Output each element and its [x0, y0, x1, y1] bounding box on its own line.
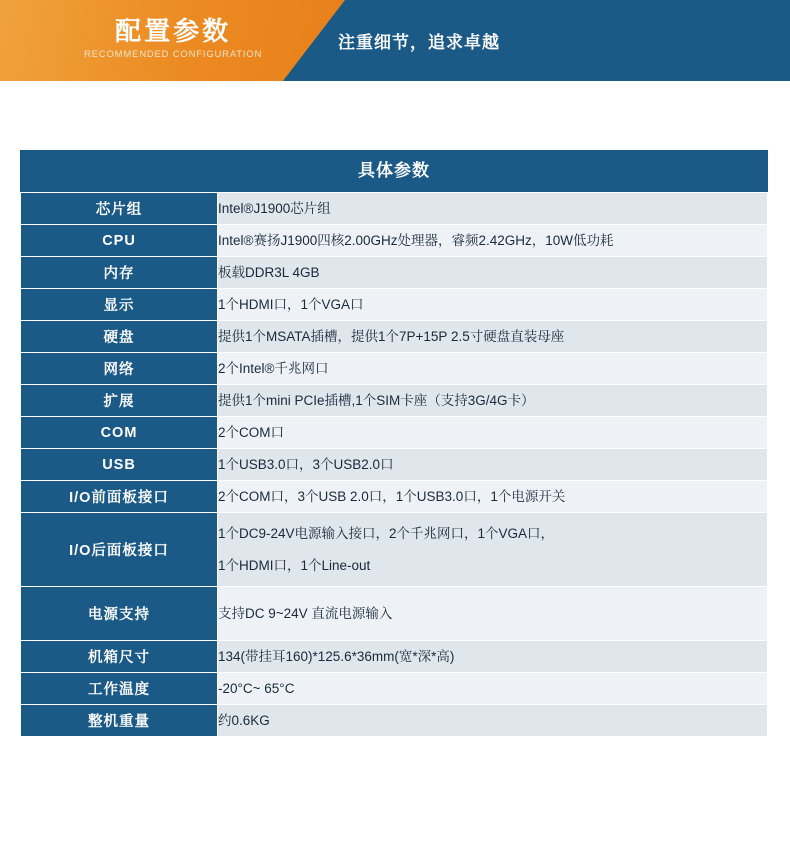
row-value-line: 2个Intel®千兆网口 [218, 360, 329, 376]
row-label: USB [21, 449, 218, 481]
row-value [218, 417, 768, 449]
row-value [218, 385, 768, 417]
row-value-line: 提供1个mini PCIe插槽,1个SIM卡座（支持3G/4G卡） [218, 392, 535, 408]
row-label: 整机重量 [21, 705, 218, 737]
row-label: 机箱尺寸 [21, 641, 218, 673]
row-value-line: 约0.6KG [218, 712, 270, 728]
table-row [21, 673, 768, 705]
row-value-line: -20°C~ 65°C [218, 680, 295, 696]
table-row [21, 385, 768, 417]
table-row [21, 321, 768, 353]
row-value [218, 641, 768, 673]
table-row [21, 513, 768, 587]
row-value [218, 321, 768, 353]
row-label: CPU [21, 225, 218, 257]
table-row [21, 587, 768, 641]
table-row [21, 193, 768, 225]
banner-title: 配置参数 [115, 16, 232, 46]
row-label: 工作温度 [21, 673, 218, 705]
row-value-line: 1个USB3.0口，3个USB2.0口 [218, 456, 394, 472]
table-row [21, 641, 768, 673]
banner-slogan: 注重细节，追求卓越 [338, 33, 500, 52]
row-value-line: 支持DC 9~24V 直流电源输入 [218, 605, 393, 621]
row-value [218, 225, 768, 257]
row-label: 扩展 [21, 385, 218, 417]
row-value-line: 2个COM口，3个USB 2.0口，1个USB3.0口，1个电源开关 [218, 488, 566, 504]
table-row [21, 225, 768, 257]
row-value [218, 587, 768, 641]
spec-table-body [21, 193, 768, 737]
row-value-line: 板载DDR3L 4GB [218, 264, 320, 280]
row-value [218, 705, 768, 737]
table-row [21, 417, 768, 449]
table-row [21, 289, 768, 321]
row-label: 硬盘 [21, 321, 218, 353]
table-row [21, 481, 768, 513]
row-label: 芯片组 [21, 193, 218, 225]
row-value-line: 提供1个MSATA插槽，提供1个7P+15P 2.5寸硬盘直装母座 [218, 328, 565, 344]
row-label: COM [21, 417, 218, 449]
row-value [218, 481, 768, 513]
row-label: 显示 [21, 289, 218, 321]
row-value [218, 449, 768, 481]
page-banner [0, 0, 790, 81]
row-value-line: 1个DC9-24V电源输入接口，2个千兆网口，1个VGA口， [218, 525, 555, 541]
row-value-line: Intel®赛扬J1900四核2.00GHz处理器，睿频2.42GHz，10W低功耗 [218, 232, 614, 248]
row-value [218, 353, 768, 385]
table-row [21, 257, 768, 289]
row-value-line: Intel®J1900芯片组 [218, 200, 331, 216]
row-value-line: 1个HDMI口，1个Line-out [218, 557, 371, 573]
table-row [21, 705, 768, 737]
row-value-line: 2个COM口 [218, 424, 285, 440]
banner-subtitle: RECOMMENDED CONFIGURATION [84, 49, 263, 60]
banner-title-group [84, 16, 262, 60]
specification-section [20, 150, 768, 737]
row-value [218, 289, 768, 321]
row-value [218, 513, 768, 587]
row-value [218, 673, 768, 705]
row-label: 电源支持 [21, 587, 218, 641]
table-row [21, 449, 768, 481]
row-label: I/O后面板接口 [21, 513, 218, 587]
row-value [218, 193, 768, 225]
row-label: 网络 [21, 353, 218, 385]
row-value [218, 257, 768, 289]
spec-table [20, 192, 768, 737]
table-row [21, 353, 768, 385]
row-label: I/O前面板接口 [21, 481, 218, 513]
row-label: 内存 [21, 257, 218, 289]
row-value-line: 1个HDMI口，1个VGA口 [218, 296, 364, 312]
spec-table-header: 具体参数 [20, 150, 768, 192]
row-value-line: 134(带挂耳160)*125.6*36mm(宽*深*高) [218, 648, 455, 664]
